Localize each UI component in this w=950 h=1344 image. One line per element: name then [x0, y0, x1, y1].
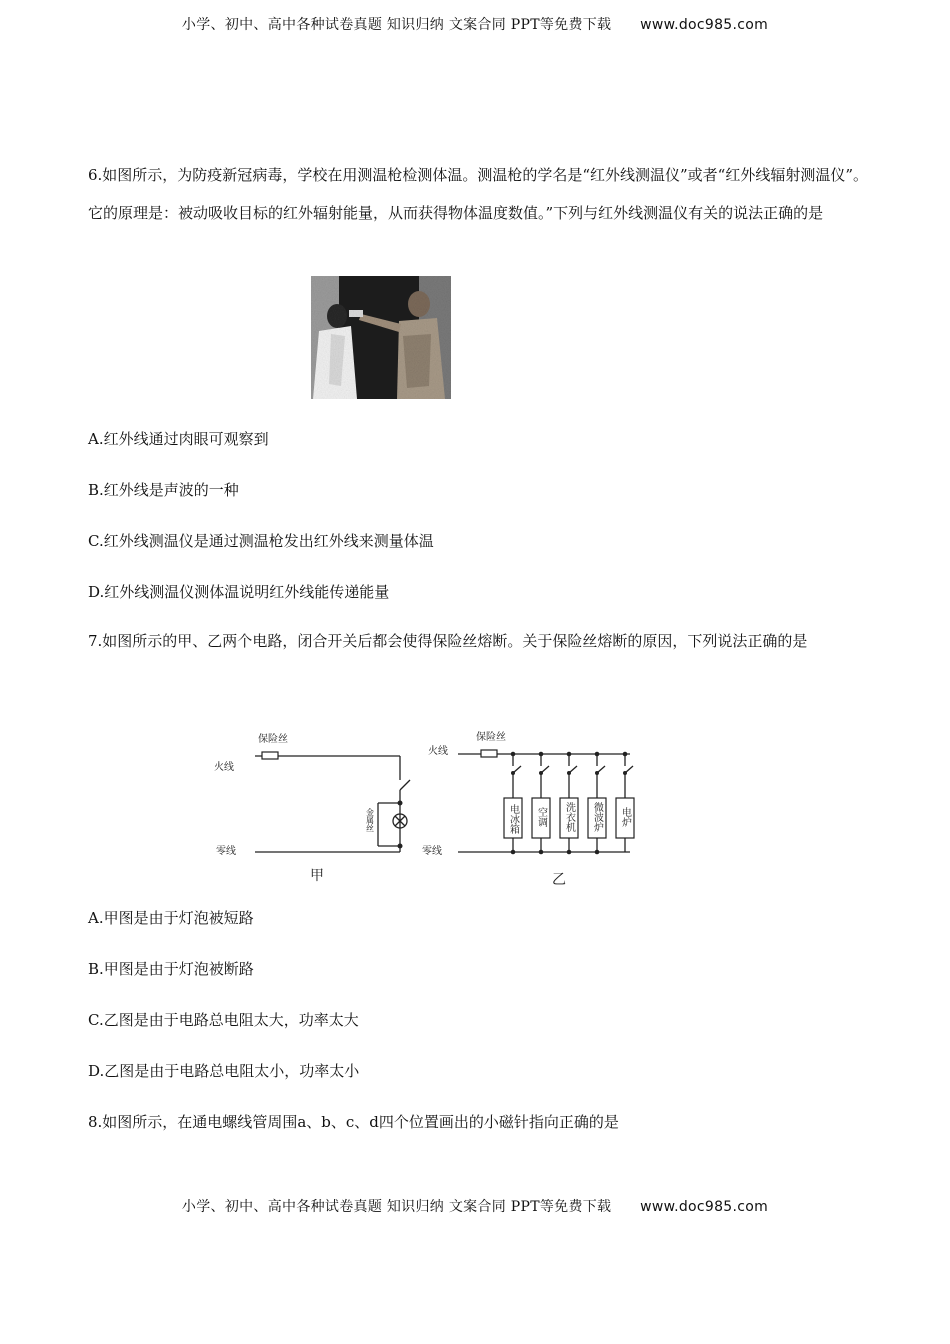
q7-option-c: C.乙图是由于电路总电阻太大，功率太大: [88, 1011, 359, 1029]
q7-stem: 7.如图所示的甲、乙两个电路，闭合开关后都会使得保险丝熔断。关于保险丝熔断的原因，下列说法正确的是: [88, 632, 808, 650]
footer-text: 小学、初中、高中各种试卷真题 知识归纳 文案合同 PPT等免费下载: [181, 1199, 612, 1215]
q7-option-a: A.甲图是由于灯泡被短路: [88, 909, 254, 927]
live-label-a: 火线: [214, 762, 234, 773]
appliance-label: 电炉: [619, 807, 631, 827]
fuse-circuit-diagram: [200, 718, 660, 893]
temperature-check-photo: [311, 276, 451, 399]
appliance-label: 洗衣机: [563, 802, 575, 832]
caption-a: 甲: [310, 868, 324, 884]
caption-b: 乙: [552, 872, 566, 888]
fuse-label-b: 保险丝: [476, 732, 506, 743]
header-site: www.doc985.com: [640, 17, 769, 33]
appliance-label: 微波炉: [591, 802, 603, 832]
live-label-b: 火线: [428, 746, 448, 757]
q6-option-b: B.红外线是声波的一种: [88, 481, 239, 499]
q8-stem: 8.如图所示，在通电螺线管周围a、b、c、d四个位置画出的小磁针指向正确的是: [88, 1113, 619, 1131]
q6-option-c: C.红外线测温仪是通过测温枪发出红外线来测量体温: [88, 532, 434, 550]
q7-option-b: B.甲图是由于灯泡被断路: [88, 960, 254, 978]
page-header: [0, 14, 950, 34]
q6-stem: 6.如图所示，为防疫新冠病毒，学校在用测温枪检测体温。测温枪的学名是“红外线测温仪”或者“红外线辐射测温仪”。它的原理是：被动吸收目标的红外辐射能量，从而获得物体温度数值。”下列与红外线测温仪有关的说法正确的是: [88, 166, 868, 222]
metal-wire-label: 金属丝: [365, 808, 375, 832]
page-footer: [0, 1196, 950, 1216]
fuse-label-a: 保险丝: [258, 734, 288, 745]
q6-option-a: A.红外线通过肉眼可观察到: [88, 430, 269, 448]
neutral-label-b: 零线: [422, 846, 442, 857]
appliance-label: 电冰箱: [507, 804, 519, 834]
q7-option-d: D.乙图是由于电路总电阻太小，功率太小: [88, 1062, 360, 1080]
appliance-label: 空调: [535, 807, 547, 827]
footer-site: www.doc985.com: [640, 1199, 769, 1215]
neutral-label-a: 零线: [216, 846, 236, 857]
q6-option-d: D.红外线测温仪测体温说明红外线能传递能量: [88, 583, 390, 601]
header-text: 小学、初中、高中各种试卷真题 知识归纳 文案合同 PPT等免费下载: [181, 17, 612, 33]
